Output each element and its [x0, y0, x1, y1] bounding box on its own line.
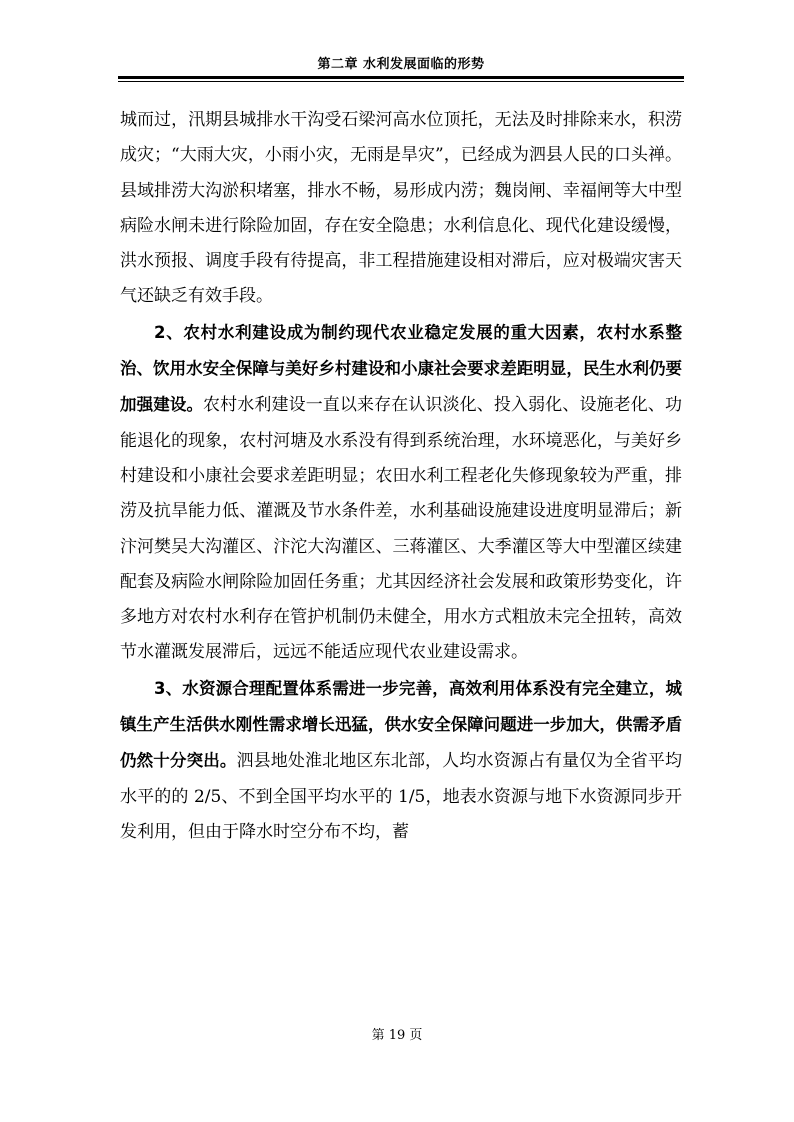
paragraph-text: 农村水利建设一直以来存在认识淡化、投入弱化、设施老化、功能退化的现象，农村河塘及水系没有得到系统治理，水环境恶化，与美好乡村建设和小康社会要求差距明显；农田水利工程老化失修现象较为严重，排涝及抗旱能力低、灌溉及节水条件差，水利基础设施建设进度明显滞后；新汴河樊吴大沟灌区、汴沱大沟灌区、三蒋灌区、大季灌区等大中型灌区续建配套及病险水闸除险加固任务重；尤其因经济社会发展和政策形势变化，许多地方对农村水利存在管护机制仍未健全，用水方式粗放未完全扭转，高效节水灌溉发展滞后，远远不能适应现代农业建设需求。 [120, 395, 682, 663]
body-text [120, 103, 682, 850]
paragraph-text: 泗县地处淮北地区东北部，人均水资源占有量仅为全省平均水平的的 2/5、不到全国平均水平的 1/5，地表水资源与地下水资源同步开发利用，但由于降水时空分布不均，蓄 [120, 751, 682, 842]
paragraph-heading-bold: 2、农村水利建设成为制约现代农业稳定发展的重大因素，农村水系整治、饮用水安全保障与美好乡村建设和小康社会要求差距明显，民生水利仍要加强建设。 [120, 322, 682, 415]
page-number: 第 19 页 [371, 1028, 423, 1043]
paragraph-text: 城而过，汛期县城排水干沟受石梁河高水位顶托，无法及时排除来水，积涝成灾；“大雨大灾，小雨小灾，无雨是旱灾”，已经成为泗县人民的口头禅。县域排涝大沟淤积堵塞，排水不畅，易形成内涝；魏岗闸、幸福闸等大中型病险水闸未进行除险加固，存在安全隐患；水利信息化、现代化建设缓慢，洪水预报、调度手段有待提高，非工程措施建设相对滞后，应对极端灾害天气还缺乏有效手段。 [120, 110, 682, 307]
chapter-title: 第二章 水利发展面临的形势 [317, 57, 485, 72]
paragraph-heading-bold: 3、水资源合理配置体系需进一步完善，高效利用体系没有完全建立，城镇生产生活供水刚性需求增长迅猛，供水安全保障问题进一步加大，供需矛盾仍然十分突出。 [120, 678, 682, 771]
header-rule-thick [118, 76, 684, 79]
paragraph-continued [120, 103, 682, 315]
header-rule-thin [118, 81, 684, 82]
paragraph-water-resources [120, 671, 682, 850]
paragraph-rural-water [120, 315, 682, 671]
